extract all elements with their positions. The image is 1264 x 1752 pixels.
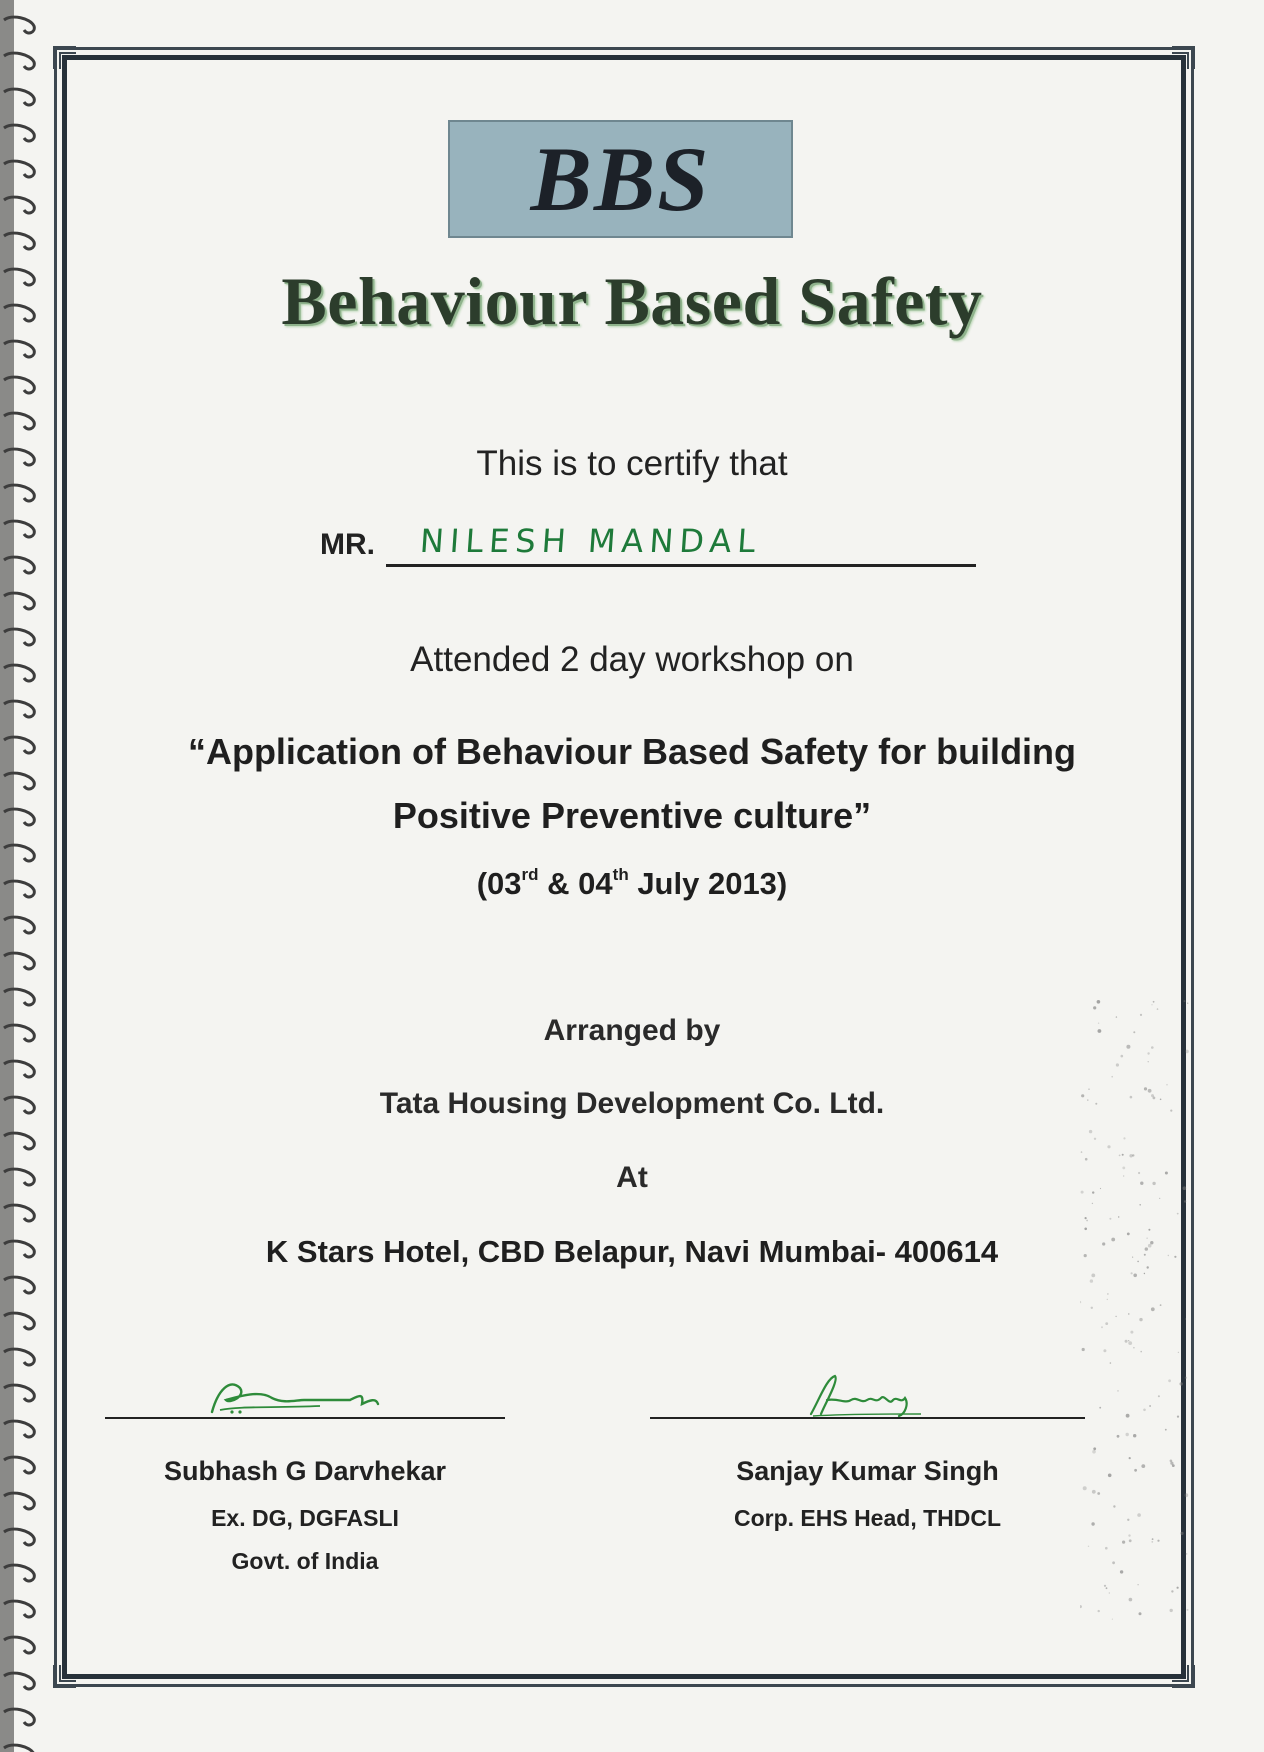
noise-dot xyxy=(1139,1204,1141,1206)
noise-dot xyxy=(1129,1457,1131,1459)
noise-dot xyxy=(1097,1492,1100,1495)
noise-dot xyxy=(1108,1474,1112,1478)
dates-end: July 2013) xyxy=(628,866,788,901)
noise-dot xyxy=(1081,1151,1083,1153)
noise-dot xyxy=(1098,1029,1102,1033)
noise-dot xyxy=(1158,1395,1160,1397)
noise-dot xyxy=(1094,1138,1096,1140)
noise-dot xyxy=(1151,1046,1154,1049)
noise-dot xyxy=(1133,1347,1135,1349)
corner-ornament-bottom-right xyxy=(1170,1663,1196,1689)
signature-line-left xyxy=(105,1417,505,1419)
noise-dot xyxy=(1144,1087,1147,1090)
noise-dot xyxy=(1081,1094,1084,1097)
corner-ornament-bottom-left xyxy=(52,1663,78,1689)
noise-dot xyxy=(1140,1351,1142,1353)
noise-dot xyxy=(1184,1000,1186,1002)
noise-dot xyxy=(1084,1254,1087,1257)
signatory-left-organization: Govt. of India xyxy=(231,1548,379,1574)
signatory-right-title: Corp. EHS Head, THDCL xyxy=(733,1505,1002,1531)
noise-dot xyxy=(1151,1541,1153,1543)
noise-dot xyxy=(1105,1547,1108,1550)
noise-dot xyxy=(1129,1598,1133,1602)
noise-dot xyxy=(1085,1217,1087,1219)
workshop-dates xyxy=(0,866,1264,902)
signatory-left-name: Subhash G Darvhekar xyxy=(163,1456,447,1486)
noise-dot xyxy=(1183,1186,1187,1190)
noise-dot xyxy=(1104,1585,1106,1587)
noise-dot xyxy=(1129,1154,1132,1157)
noise-dot xyxy=(1080,1605,1082,1608)
noise-dot xyxy=(1083,1486,1087,1490)
noise-dot xyxy=(1148,1061,1149,1062)
signatory-right-name: Sanjay Kumar Singh xyxy=(736,1456,999,1486)
salutation-label: MR. xyxy=(320,528,375,561)
noise-dot xyxy=(1166,1084,1168,1086)
noise-dot xyxy=(1185,1377,1187,1379)
noise-dot xyxy=(1184,1493,1188,1497)
noise-dot xyxy=(1092,1450,1096,1454)
noise-dot xyxy=(1177,1213,1179,1215)
noise-dot xyxy=(1113,1505,1115,1507)
noise-dot xyxy=(1109,1592,1110,1593)
noise-dot xyxy=(1144,1273,1145,1274)
corner-ornament-top-left xyxy=(52,45,78,71)
noise-dot xyxy=(1152,1182,1155,1185)
noise-dot xyxy=(1187,1003,1188,1004)
dates-middle: & 04 xyxy=(538,866,613,901)
noise-dot xyxy=(1115,1316,1116,1317)
noise-dot xyxy=(1098,1023,1099,1024)
noise-dot xyxy=(1122,1541,1125,1544)
noise-dot xyxy=(1148,1229,1150,1231)
noise-dot xyxy=(1091,1307,1093,1309)
noise-dot xyxy=(1122,1167,1125,1170)
noise-dot xyxy=(1148,1244,1152,1248)
noise-dot xyxy=(1119,1155,1121,1157)
noise-dot xyxy=(1185,1050,1189,1054)
noise-dot xyxy=(1151,1307,1155,1311)
noise-dot xyxy=(1138,1172,1140,1174)
noise-dot xyxy=(1170,1609,1173,1612)
noise-dot xyxy=(1088,1546,1089,1547)
noise-dot xyxy=(1112,1619,1113,1620)
noise-dot xyxy=(1128,1313,1129,1314)
noise-dot xyxy=(1080,1301,1081,1303)
noise-dot xyxy=(1184,1200,1186,1202)
noise-dot xyxy=(1150,1241,1153,1244)
noise-dot xyxy=(1086,1220,1088,1222)
noise-dot xyxy=(1174,1256,1176,1258)
noise-dot xyxy=(1110,1362,1112,1364)
noise-dot xyxy=(1140,1182,1143,1185)
noise-dot xyxy=(1121,1055,1124,1058)
bbs-logo-box xyxy=(448,120,793,238)
noise-dot xyxy=(1151,1004,1152,1005)
noise-dot xyxy=(1107,1293,1108,1294)
noise-dot xyxy=(1148,1089,1152,1093)
noise-dot xyxy=(1098,1610,1100,1612)
noise-dot xyxy=(1126,1045,1130,1049)
noise-dot xyxy=(1092,1191,1094,1193)
noise-dot xyxy=(1187,1609,1189,1611)
noise-dot xyxy=(1100,1188,1101,1189)
scan-noise-speckles xyxy=(1080,1000,1190,1620)
noise-dot xyxy=(1160,1099,1162,1101)
noise-dot xyxy=(1137,1261,1139,1263)
noise-dot xyxy=(1133,1274,1137,1278)
corner-ornament-top-right xyxy=(1170,45,1196,71)
noise-dot xyxy=(1147,1052,1149,1054)
noise-dot xyxy=(1092,1490,1096,1494)
noise-dot xyxy=(1147,1266,1149,1268)
noise-dot xyxy=(1127,1233,1130,1236)
noise-dot xyxy=(1090,1279,1093,1282)
noise-dot xyxy=(1111,1238,1115,1242)
noise-dot xyxy=(1118,1216,1119,1217)
noise-dot xyxy=(1131,1272,1133,1274)
noise-dot xyxy=(1159,1198,1160,1199)
noise-dot xyxy=(1084,1228,1087,1231)
noise-dot xyxy=(1107,1145,1110,1148)
noise-dot xyxy=(1088,1088,1090,1090)
noise-dot xyxy=(1122,1154,1124,1156)
noise-dot xyxy=(1082,1348,1085,1351)
noise-dot xyxy=(1151,1094,1154,1097)
noise-dot xyxy=(1130,1331,1133,1334)
noise-dot xyxy=(1111,1076,1113,1078)
noise-dot xyxy=(1087,1099,1088,1100)
arranged-by-organization: Tata Housing Development Co. Ltd. xyxy=(379,1087,885,1120)
noise-dot xyxy=(1168,1379,1171,1382)
noise-dot xyxy=(1081,1191,1084,1194)
recipient-row xyxy=(320,520,975,570)
noise-dot xyxy=(1180,1382,1183,1385)
noise-dot xyxy=(1157,1008,1159,1010)
noise-dot xyxy=(1117,1390,1118,1391)
at-label: At xyxy=(616,1161,648,1194)
noise-dot xyxy=(1120,1570,1123,1573)
dates-suffix-rd: rd xyxy=(521,865,539,884)
arranged-by-label: Arranged by xyxy=(543,1014,721,1047)
noise-dot xyxy=(1185,1318,1186,1319)
noise-dot xyxy=(1186,1553,1188,1555)
workshop-topic-line-2: Positive Preventive culture” xyxy=(392,795,872,836)
noise-dot xyxy=(1130,1096,1133,1099)
venue-address: K Stars Hotel, CBD Belapur, Navi Mumbai- 400614 xyxy=(265,1234,999,1269)
noise-dot xyxy=(1137,1584,1138,1585)
signature-line-right xyxy=(650,1417,1085,1419)
workshop-topic xyxy=(0,720,1264,848)
noise-dot xyxy=(1149,1405,1151,1407)
noise-dot xyxy=(1123,1137,1125,1139)
certify-intro: This is to certify that xyxy=(476,444,788,483)
noise-dot xyxy=(1171,1590,1173,1592)
noise-dot xyxy=(1123,1175,1124,1176)
noise-dot xyxy=(1095,1103,1097,1105)
noise-dot xyxy=(1177,1587,1179,1589)
noise-dot xyxy=(1165,1429,1167,1431)
noise-dot xyxy=(1170,1110,1172,1112)
name-underline xyxy=(386,564,976,567)
noise-dot xyxy=(1103,1349,1106,1352)
noise-dot xyxy=(1133,1031,1135,1033)
noise-dot xyxy=(1106,1587,1108,1589)
noise-dot xyxy=(1101,1326,1103,1328)
noise-dot xyxy=(1180,1532,1183,1535)
noise-dot xyxy=(1153,1001,1155,1003)
noise-dot xyxy=(1105,1322,1108,1325)
certificate-title: Behaviour Based Safety xyxy=(281,263,983,339)
attended-text: Attended 2 day workshop on xyxy=(410,640,854,679)
noise-dot xyxy=(1092,1203,1093,1204)
noise-dot xyxy=(1099,1407,1101,1409)
noise-dot xyxy=(1085,1158,1088,1161)
noise-dot xyxy=(1126,1414,1130,1418)
noise-dot xyxy=(1089,1130,1092,1133)
noise-dot xyxy=(1128,1341,1132,1345)
noise-dot xyxy=(1144,1254,1146,1256)
dates-suffix-th: th xyxy=(612,865,629,884)
workshop-topic-line-1: “Application of Behaviour Based Safety for building xyxy=(187,731,1077,772)
recipient-name: NILESH MANDAL xyxy=(418,522,763,560)
noise-dot xyxy=(1146,1238,1147,1239)
noise-dot xyxy=(1097,1000,1101,1004)
noise-dot xyxy=(1133,1434,1136,1437)
noise-dot xyxy=(1132,1257,1133,1258)
noise-dot xyxy=(1129,1539,1132,1542)
noise-dot xyxy=(1157,1540,1159,1542)
noise-dot xyxy=(1152,1538,1154,1540)
noise-dot xyxy=(1165,1172,1168,1175)
noise-dot xyxy=(1177,1416,1179,1418)
noise-dot xyxy=(1117,1435,1120,1438)
noise-dot xyxy=(1093,1447,1096,1450)
noise-dot xyxy=(1145,1247,1148,1250)
noise-dot xyxy=(1116,1016,1117,1017)
noise-dot xyxy=(1141,1464,1145,1468)
noise-dot xyxy=(1125,1340,1128,1343)
noise-dot xyxy=(1139,1612,1142,1615)
noise-dot xyxy=(1168,1255,1169,1256)
noise-dot xyxy=(1116,1063,1119,1066)
noise-dot xyxy=(1143,1409,1146,1412)
noise-dot xyxy=(1128,1534,1130,1536)
noise-dot xyxy=(1170,1462,1173,1465)
noise-dot xyxy=(1112,1561,1115,1564)
noise-dot xyxy=(1107,1299,1108,1300)
dates-start: (03 xyxy=(476,866,522,901)
signature-scribble-right xyxy=(805,1370,925,1420)
noise-dot xyxy=(1178,1352,1179,1353)
noise-dot xyxy=(1109,1218,1111,1220)
noise-dot xyxy=(1127,1519,1129,1521)
noise-dot xyxy=(1134,1469,1137,1472)
bbs-logo-text: BBS xyxy=(530,128,711,230)
noise-dot xyxy=(1102,1242,1105,1245)
noise-dot xyxy=(1137,1513,1141,1517)
signature-scribble-left xyxy=(200,1370,380,1420)
noise-dot xyxy=(1126,1433,1129,1436)
noise-dot xyxy=(1091,1274,1095,1278)
signatory-left-title: Ex. DG, DGFASLI xyxy=(211,1505,399,1531)
noise-dot xyxy=(1140,1014,1142,1016)
noise-dot xyxy=(1139,1318,1142,1321)
noise-dot xyxy=(1093,1006,1096,1009)
noise-dot xyxy=(1128,1340,1129,1341)
noise-dot xyxy=(1160,1304,1162,1306)
noise-dot xyxy=(1091,1522,1094,1525)
